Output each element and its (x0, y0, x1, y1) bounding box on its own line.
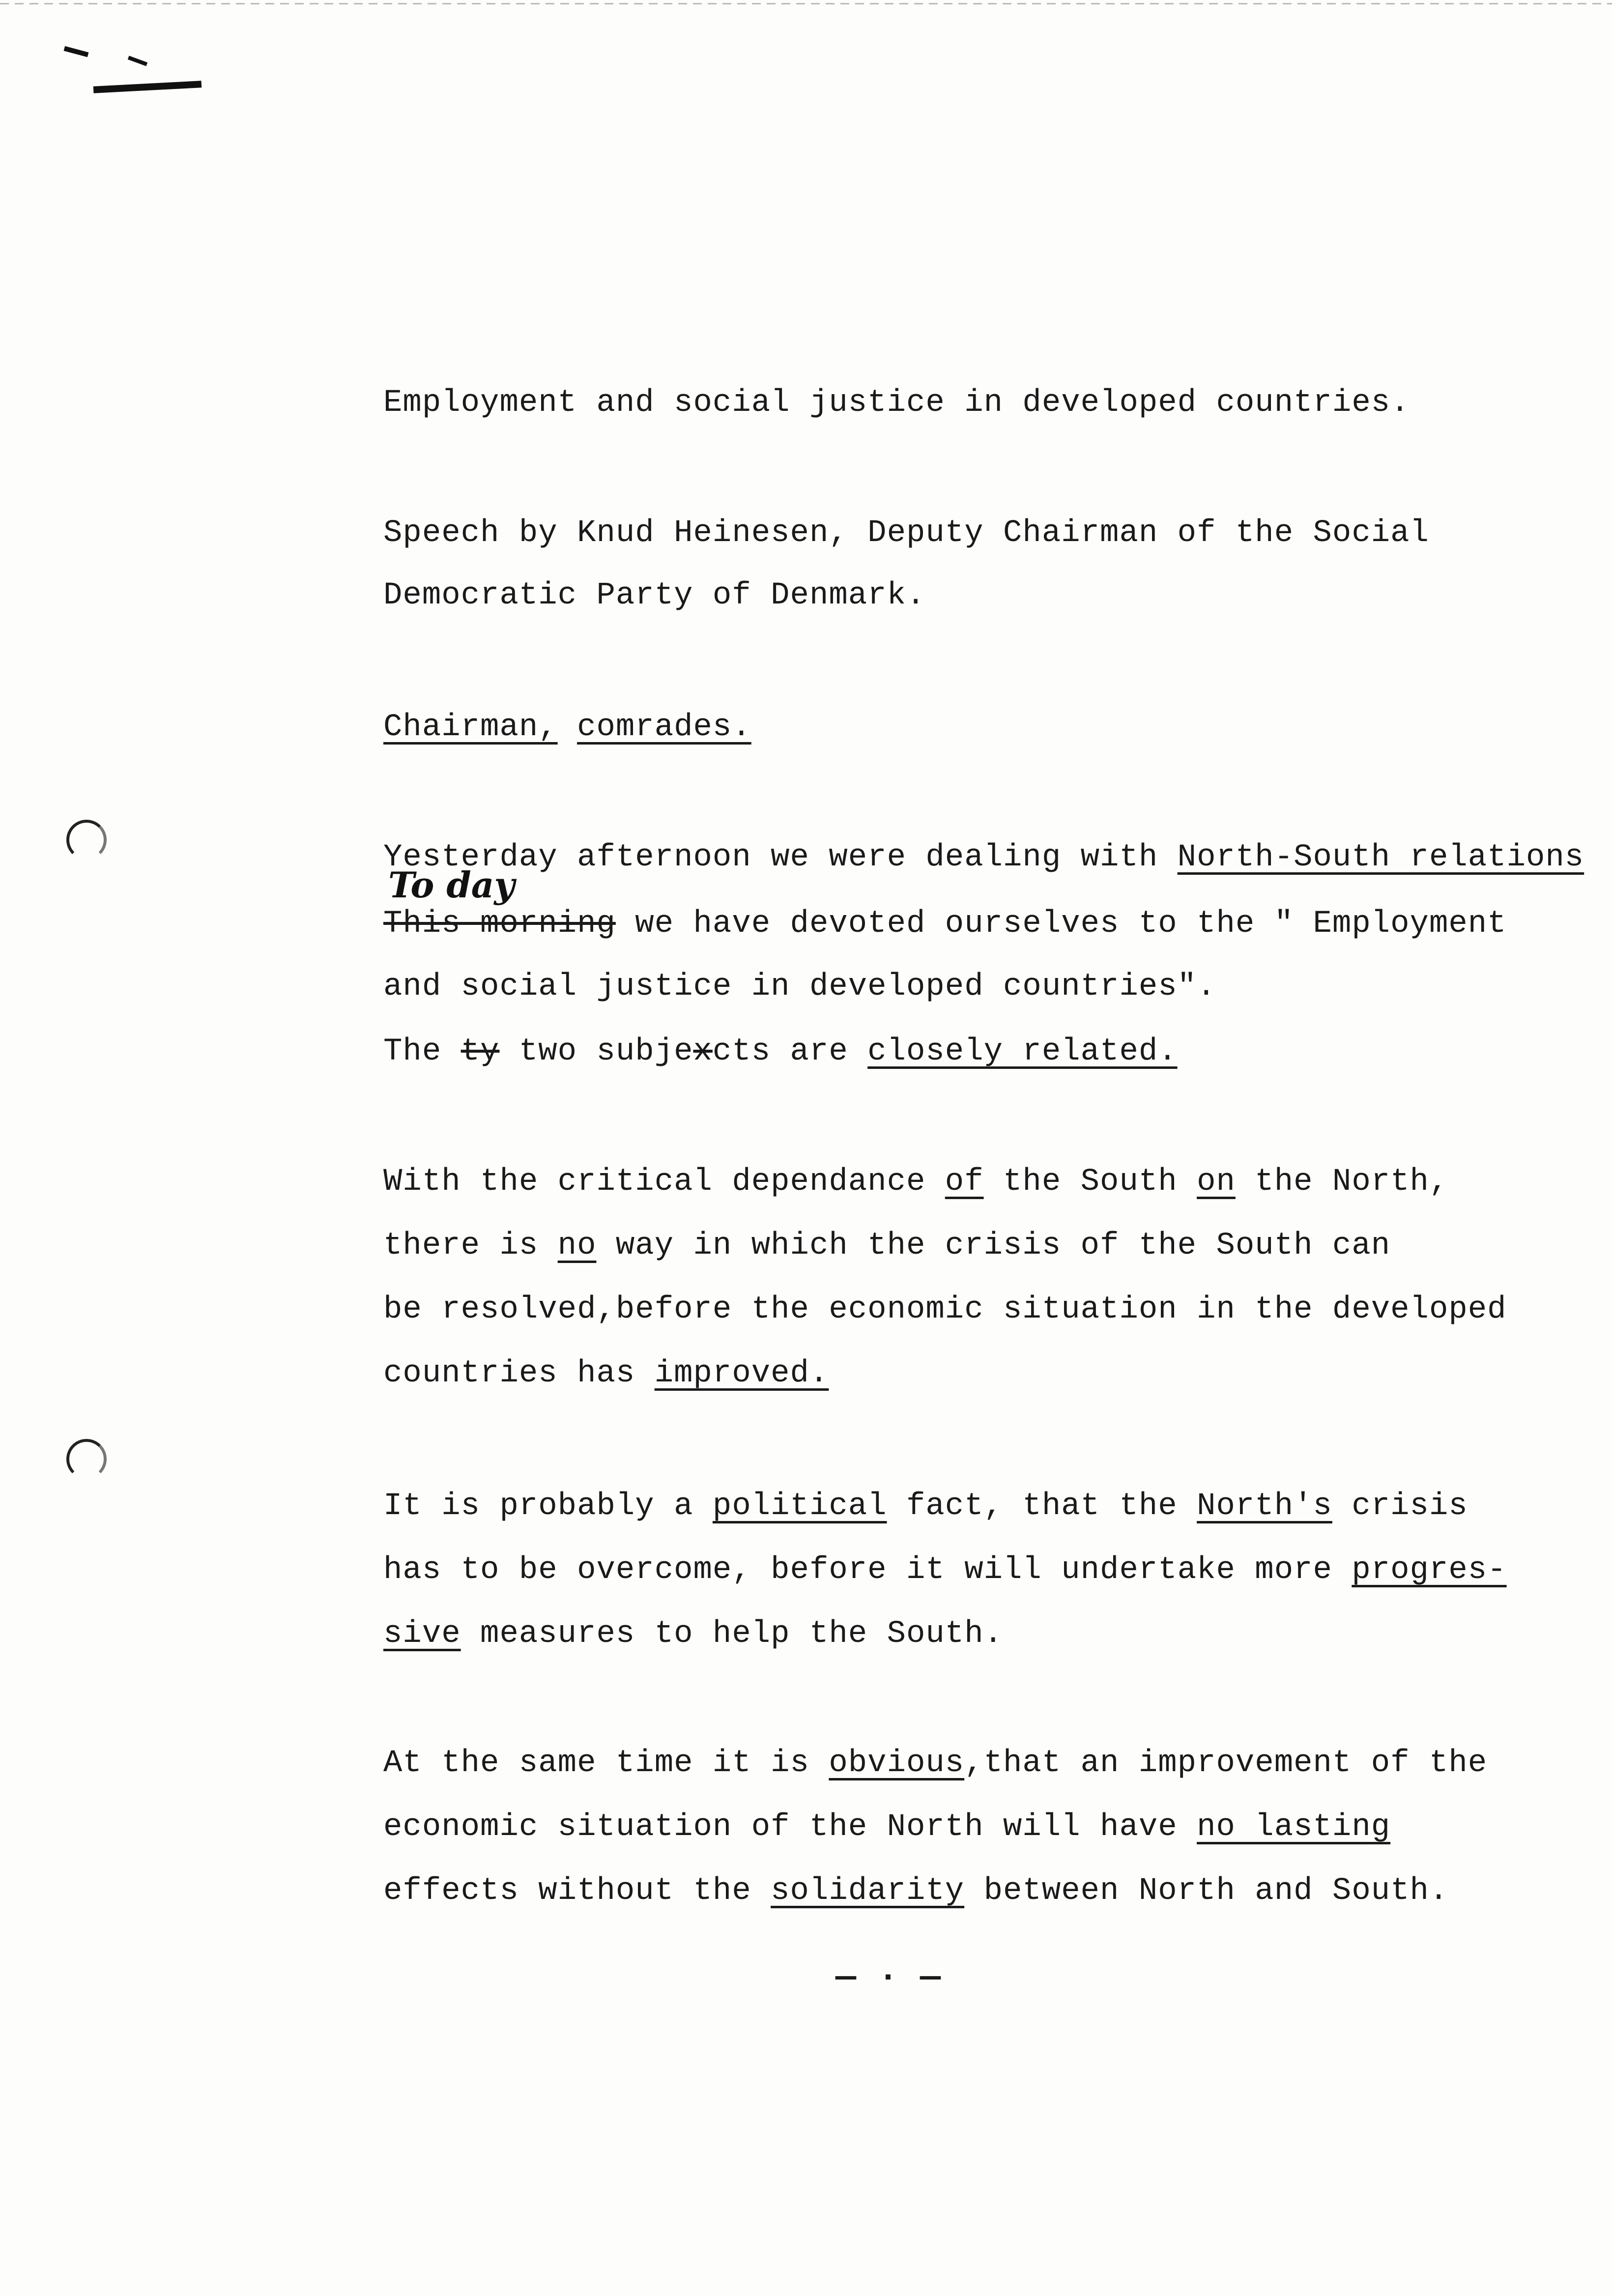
p3-underlined: North's (1197, 1489, 1332, 1524)
p4-text: ,that an improvement of the (964, 1746, 1488, 1781)
p2-line1 (383, 1162, 1448, 1202)
speech-attribution-line2: Democratic Party of Denmark. (383, 578, 926, 613)
p2-underlined: of (945, 1164, 984, 1200)
p2-underlined: no (557, 1228, 597, 1263)
pen-mark (93, 81, 202, 93)
p2-text: countries has (383, 1356, 655, 1391)
p2-text: With the critical dependance (383, 1164, 945, 1200)
p4-underlined: solidarity (771, 1873, 965, 1909)
p1-underlined: North-South relations (1177, 840, 1584, 875)
p3-text: It is probably a (383, 1489, 713, 1524)
p3-line1 (383, 1487, 1468, 1526)
p1-line1 (383, 838, 1584, 877)
p2-line3: be resolved,before the economic situation in the developed (383, 1292, 1507, 1327)
p4-text: At the same time it is (383, 1746, 829, 1781)
p2-line2 (383, 1226, 1390, 1265)
p4-underlined: obvious (829, 1746, 965, 1781)
p1-text: The (383, 1034, 461, 1069)
p1-text: cts are (712, 1034, 868, 1069)
p1-underlined: closely related. (867, 1034, 1178, 1069)
p2-text: way in which the crisis of the South can (596, 1228, 1391, 1263)
p3-text: fact, that the (887, 1489, 1197, 1524)
p4-line1 (383, 1744, 1487, 1783)
greeting-chairman: Chairman, (383, 710, 558, 745)
p1-text: Yesterday afternoon we were dealing with (383, 840, 1178, 875)
document-title: Employment and social justice in developed countries. (383, 385, 1410, 421)
p2-line4 (383, 1354, 829, 1393)
p3-text: measures to help the South. (461, 1616, 1003, 1652)
p4-line2 (383, 1808, 1390, 1847)
p3-underlined: progres- (1352, 1552, 1507, 1588)
p3-line3 (383, 1614, 1003, 1654)
p3-line2 (383, 1550, 1507, 1590)
p1-text: we have devoted ourselves to the " Employment (615, 906, 1507, 942)
p2-text: the North, (1235, 1164, 1449, 1200)
p4-text: economic situation of the North will have (383, 1809, 1197, 1845)
p1-text: two subje (499, 1034, 693, 1069)
top-edge-line (0, 3, 1612, 4)
p1-line3: and social justice in developed countries". (383, 969, 1216, 1004)
punch-hole (66, 1439, 107, 1479)
struck-text: ty (461, 1034, 500, 1069)
p4-underlined: no lasting (1197, 1809, 1391, 1845)
pen-mark (128, 56, 147, 66)
p4-text: effects without the (383, 1873, 771, 1909)
greeting (383, 708, 751, 747)
handwritten-insertion: To day (388, 864, 515, 906)
end-mark: — · — (835, 1958, 942, 1997)
p3-underlined: sive (383, 1616, 461, 1652)
p3-underlined: political (712, 1489, 887, 1524)
speech-attribution-line1: Speech by Knud Heinesen, Deputy Chairman of the Social (383, 516, 1429, 551)
p2-underlined: on (1197, 1164, 1236, 1200)
p4-line3 (383, 1871, 1448, 1911)
p3-text: crisis (1332, 1489, 1468, 1524)
greeting-comrades: comrades. (577, 710, 751, 745)
struck-text: x (693, 1034, 713, 1069)
pen-mark (64, 46, 89, 57)
p2-text: the South (983, 1164, 1197, 1200)
p1-line4 (383, 1032, 1178, 1071)
p2-text: there is (383, 1228, 558, 1263)
p1-line2 (383, 904, 1507, 944)
struck-text: This morning (383, 906, 616, 942)
p2-underlined: improved. (654, 1356, 829, 1391)
p4-text: between North and South. (964, 1873, 1449, 1909)
p3-text: has to be overcome, before it will undertake more (383, 1552, 1352, 1588)
punch-hole (66, 820, 107, 860)
